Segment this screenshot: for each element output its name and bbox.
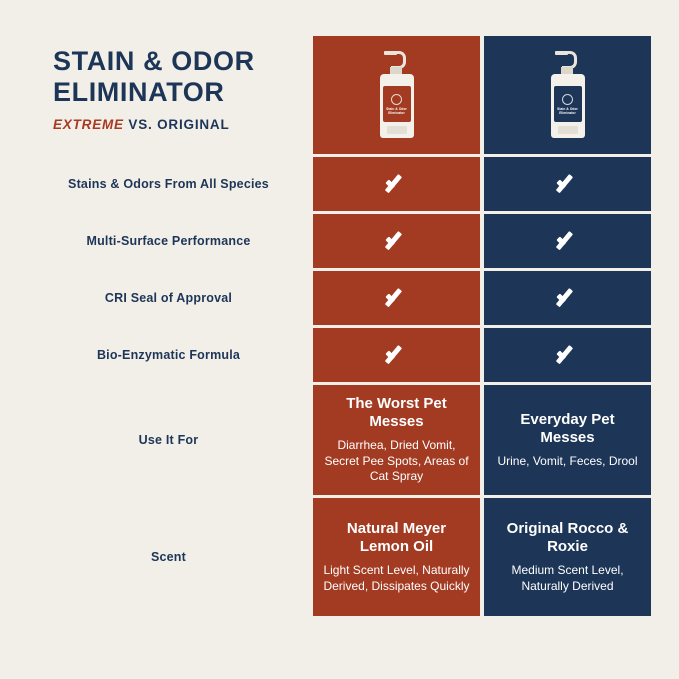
cell-extreme [313,385,480,495]
cell-subtext: Medium Scent Level, Naturally Derived [511,563,624,593]
subtitle-extreme: EXTREME [53,117,124,132]
table-row [28,385,652,495]
row-label: Scent [150,550,187,564]
comparison-grid [28,36,652,619]
table-row-header [28,36,652,154]
spray-trigger-icon [384,49,406,69]
bottle-label-original [554,86,582,122]
cell-heading: Everyday Pet Messes [520,410,615,446]
cell-original [484,498,651,616]
check-icon [384,171,410,197]
cell-heading: Original Rocco & Roxie [506,520,629,555]
cell-extreme [313,498,480,616]
cell-extreme [313,271,480,325]
cell-extreme [313,157,480,211]
bottle-label-extreme [383,86,411,122]
check-icon [555,171,581,197]
column-header-original [484,36,651,154]
header-spacer [28,36,309,154]
row-label: Bio-Enzymatic Formula [96,348,241,362]
cell-heading: The Worst Pet Messes [346,395,447,431]
cell-subtext: Light Scent Level, Naturally Derived, Dissipates Quickly [323,563,470,593]
page-title-line-2: ELIMINATOR [53,77,225,107]
row-label: Use It For [138,433,199,447]
brand-logo-icon [391,94,402,105]
cell-original [484,214,651,268]
subtitle-rest: VS. ORIGINAL [123,117,230,132]
bottle-label-text: Stain & Odor Eliminator [557,106,578,115]
cell-original [484,385,651,495]
cell-original [484,271,651,325]
bottle-label-text: Stain & Odor Eliminator [386,106,407,115]
spray-trigger-icon [555,49,577,69]
table-row [28,157,652,211]
check-icon [384,342,410,368]
cell-original [484,328,651,382]
table-row [28,328,652,382]
table-row [28,498,652,616]
page-title-line-1: STAIN & ODOR [53,46,255,76]
cell-heading: Natural Meyer Lemon Oil [346,520,447,555]
check-icon [555,228,581,254]
brand-logo-icon [562,94,573,105]
check-icon [555,285,581,311]
column-header-extreme [313,36,480,154]
check-icon [555,342,581,368]
cell-extreme [313,328,480,382]
cell-original [484,157,651,211]
check-icon [384,285,410,311]
bottle-icon-original [548,49,588,141]
table-row [28,271,652,325]
cell-subtext: Diarrhea, Dried Vomit, Secret Pee Spots, Areas of Cat Spray [324,438,469,484]
check-icon [384,228,410,254]
row-label: Stains & Odors From All Species [68,177,269,191]
cell-extreme [313,214,480,268]
bottle-icon-extreme [377,49,417,141]
row-label: CRI Seal of Approval [104,291,233,305]
row-label: Multi-Surface Performance [86,234,251,248]
cell-subtext: Urine, Vomit, Feces, Drool [497,453,638,468]
table-row [28,214,652,268]
